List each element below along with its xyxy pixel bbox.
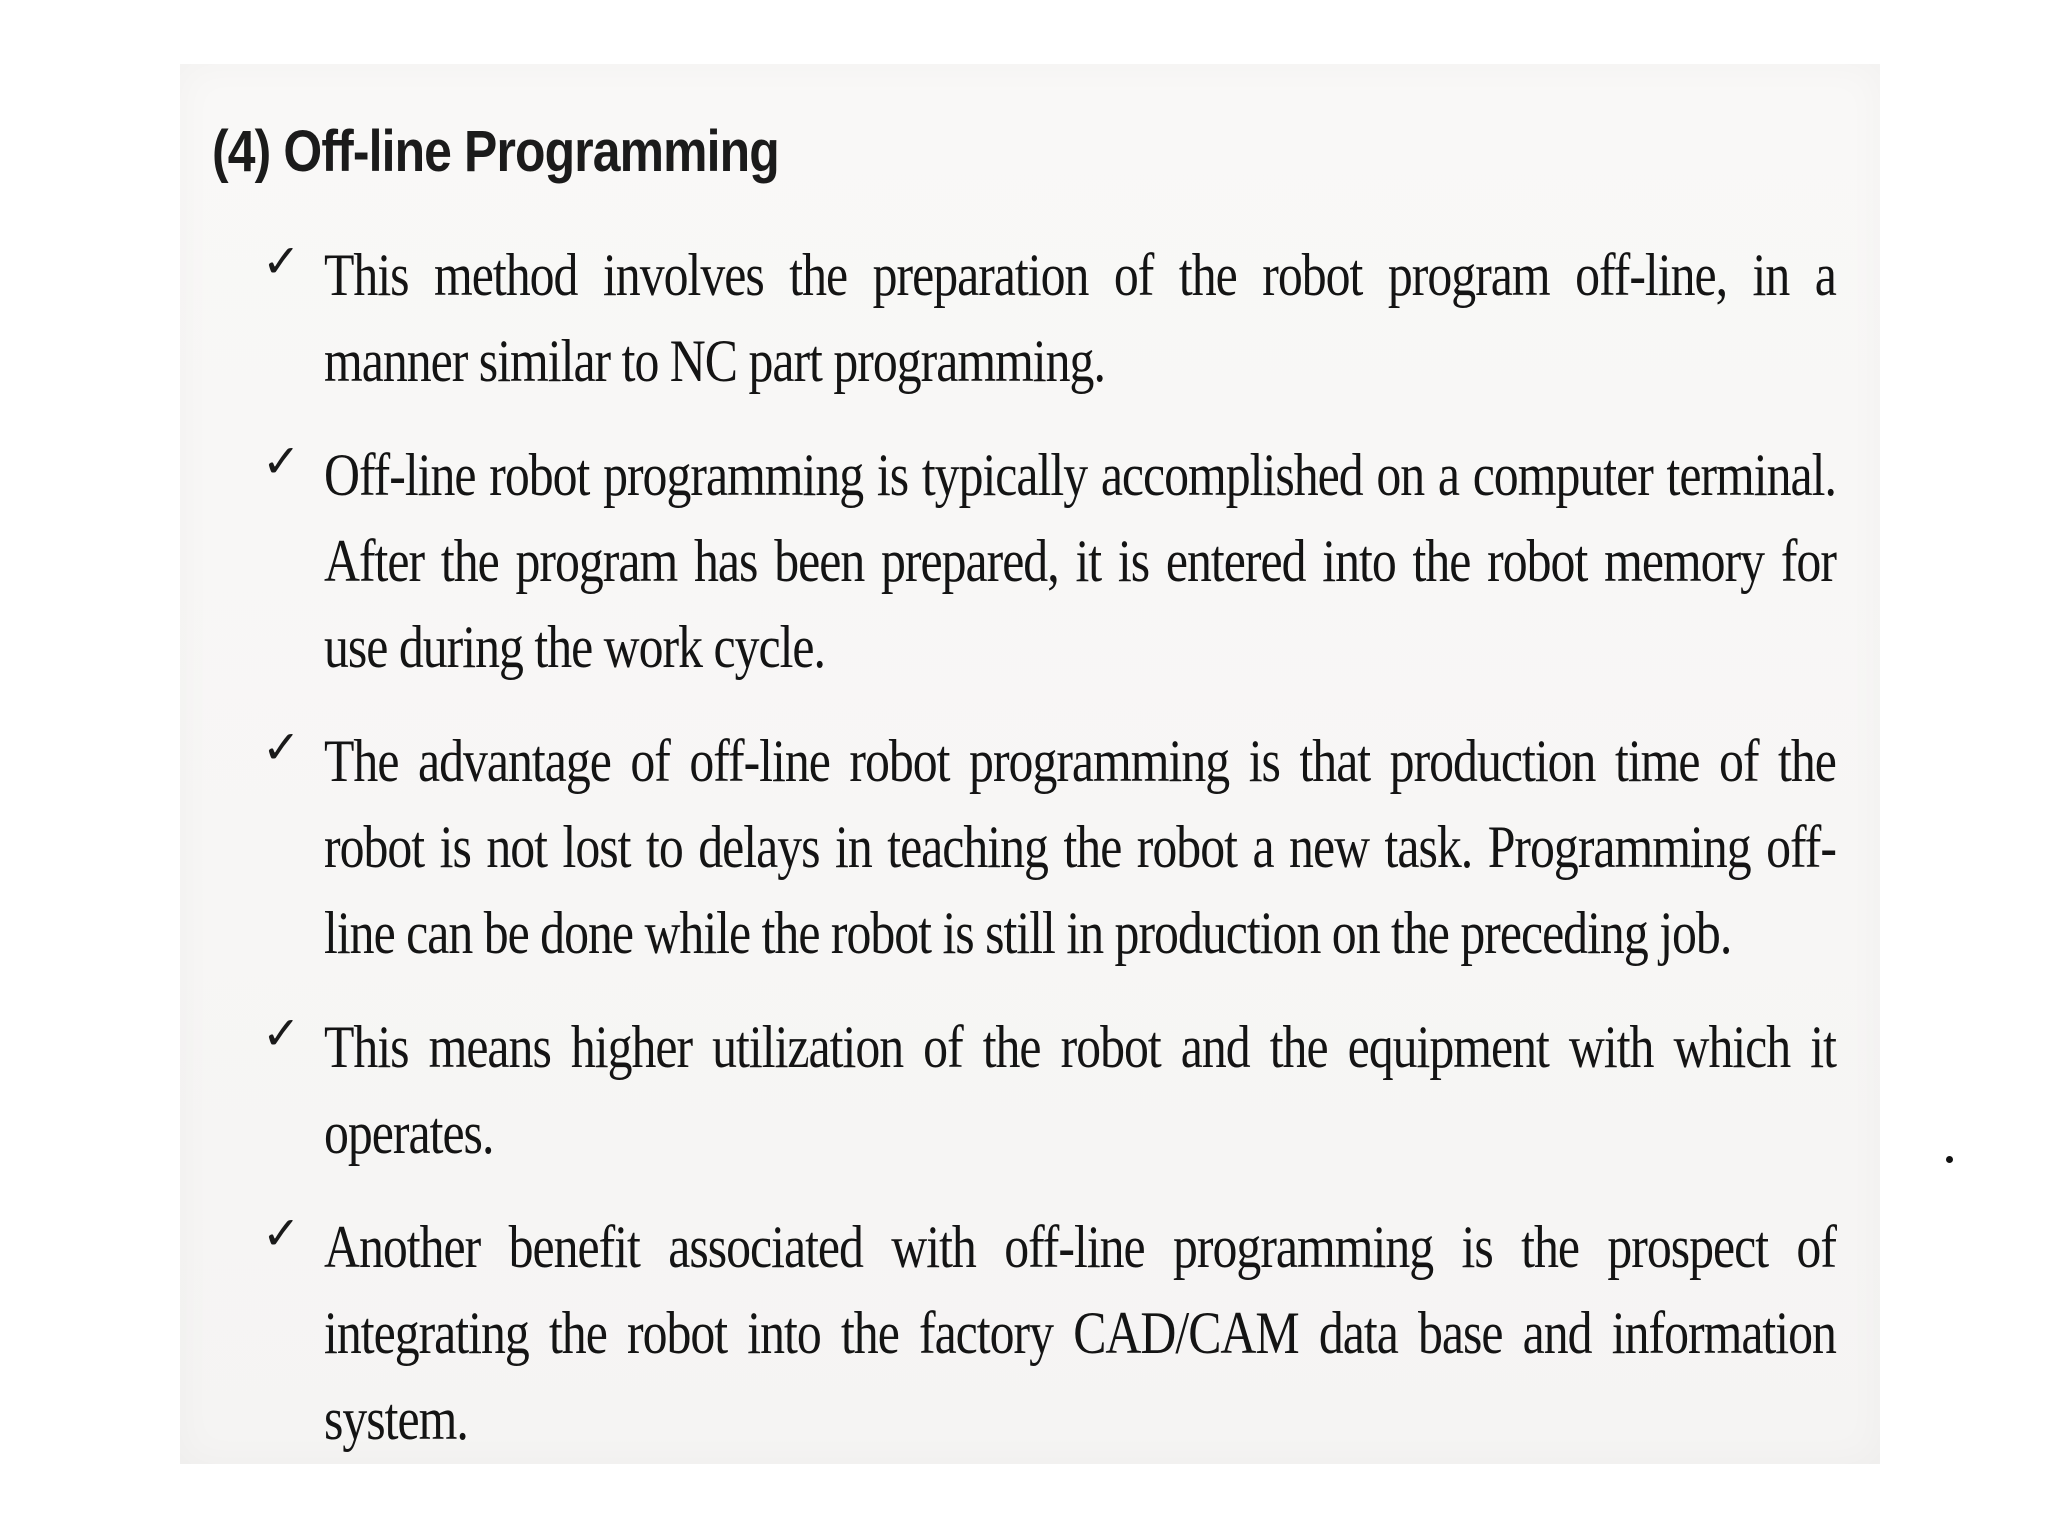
bullet-item [262,1204,1842,1462]
section-heading: (4) Off-line Programming [212,119,779,184]
checkmark-icon: ✓ [262,234,301,288]
bullet-list [262,232,1842,1490]
bullet-text: This method involves the preparation of the robot program off-line, in a manner similar to NC part programming. [324,242,1836,394]
scan-speck [1946,1156,1953,1163]
bullet-item [262,232,1842,404]
bullet-text: Another benefit associated with off-line programming is the prospect of integrating the robot into the factory CAD/CAM data base and information system. [324,1214,1836,1452]
bullet-item [262,1004,1842,1176]
checkmark-icon: ✓ [262,434,301,488]
bullet-text: This means higher utilization of the robot and the equipment with which it operates. [324,1014,1836,1166]
bullet-text: Off-line robot programming is typically accomplished on a computer terminal. After the program has been prepared, it is entered into the robot memory for use during the work cycle. [324,442,1836,680]
checkmark-icon: ✓ [262,720,301,774]
checkmark-icon: ✓ [262,1006,301,1060]
bullet-item [262,432,1842,690]
bullet-item [262,718,1842,976]
bullet-text: The advantage of off-line robot programming is that production time of the robot is not lost to delays in teaching the robot a new task. Programming off-line can be done while the robot is still in production on the preceding job. [324,728,1836,966]
checkmark-icon: ✓ [262,1206,301,1260]
